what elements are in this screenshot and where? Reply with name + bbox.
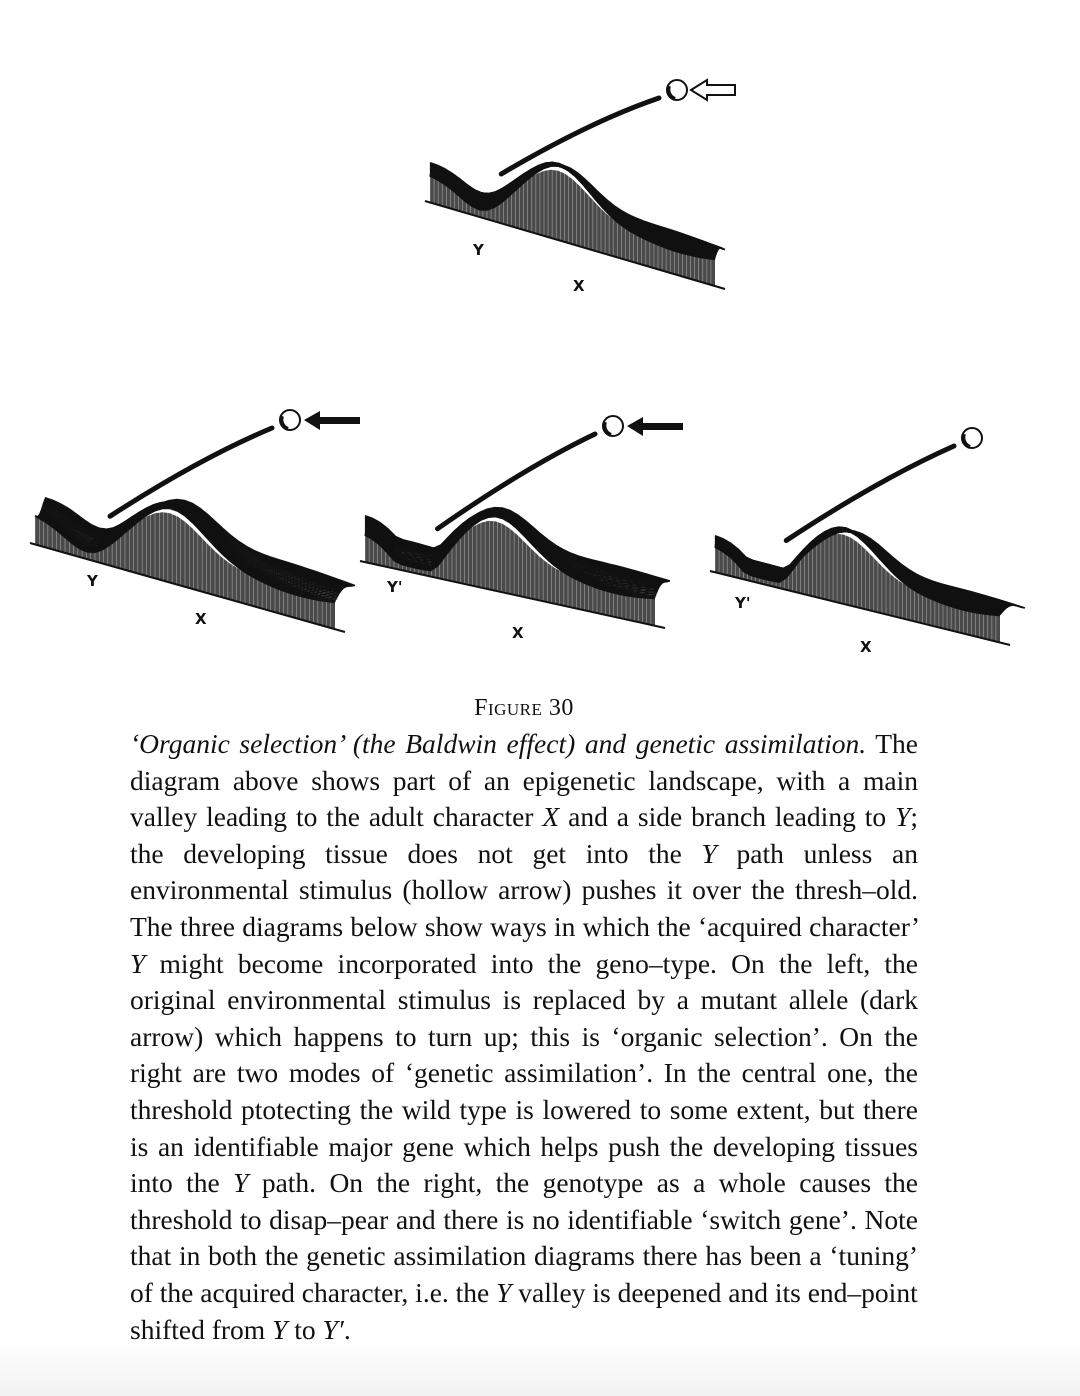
caption-last-line bbox=[130, 1312, 918, 1349]
label-y-prime: Y' bbox=[387, 578, 403, 596]
caption-span: ; the developing tissue does not get into the bbox=[130, 801, 918, 869]
caption-span: shifted from bbox=[130, 1313, 273, 1345]
dark-arrow-icon bbox=[627, 417, 683, 436]
landscape-right-drawing bbox=[710, 378, 1040, 658]
caption-var: Y bbox=[130, 947, 146, 979]
label-y-prime: Y' bbox=[735, 594, 751, 612]
caption-title: ‘Organic selection’ (the Baldwin effect) and genetic assimilation. bbox=[130, 728, 867, 759]
label-x: X bbox=[195, 610, 207, 628]
label-x: X bbox=[573, 277, 585, 295]
caption-var: Y bbox=[701, 837, 717, 869]
caption-text bbox=[130, 726, 918, 1312]
landscape-center-drawing bbox=[365, 368, 690, 643]
caption-var: Y′ bbox=[322, 1313, 344, 1345]
landscape-top-drawing bbox=[425, 55, 745, 300]
caption-var: Y bbox=[895, 801, 911, 833]
caption-var: X bbox=[542, 801, 560, 833]
figure-caption bbox=[130, 690, 918, 1348]
label-y: Y bbox=[87, 572, 98, 590]
landscape-left-drawing bbox=[35, 360, 370, 630]
landscape-front-face bbox=[430, 170, 715, 287]
landscape-diagram-left bbox=[35, 360, 370, 630]
label-y: Y bbox=[473, 241, 484, 259]
valley-path bbox=[501, 98, 659, 174]
dark-arrow-icon bbox=[304, 411, 360, 430]
landscape-diagram-top bbox=[425, 55, 745, 300]
caption-var: Y bbox=[272, 1313, 288, 1345]
caption-span: and a side branch leading to bbox=[559, 801, 896, 833]
label-x: X bbox=[512, 624, 524, 642]
figure-number: Figure 30 bbox=[474, 695, 574, 721]
caption-span: might become incorporated into the geno–type. On the left, the original environmental stimulus is replaced by a mutant allele (dark arrow) which happens to turn up; this is ‘organic selection’. On the right are two modes of ‘genetic assimilation’. In the central one, the threshold ptotecting the wild type is lowered to some extent, but there is an identifiable major gene which helps push the developing tissues into the bbox=[130, 947, 918, 1199]
valley-path bbox=[786, 446, 954, 541]
caption-var: Y bbox=[233, 1167, 249, 1199]
caption-span: path. On the right, the genotype as a whole causes the threshold to disap–pear and there is no identifiable ‘switch gene’. Note that in both the genetic assimilation diagrams there has been a ‘tuning’ of the acquired character, i.e. the bbox=[130, 1167, 918, 1308]
landscape-diagram-center bbox=[365, 368, 690, 643]
caption-span: . bbox=[343, 1313, 351, 1345]
caption-var: Y bbox=[496, 1276, 512, 1308]
caption-span: valley is deepened and its end–point bbox=[511, 1276, 918, 1308]
caption-span: to bbox=[287, 1313, 323, 1345]
landscape-diagram-right bbox=[710, 378, 1040, 658]
hollow-arrow-icon bbox=[691, 80, 735, 100]
caption-span: The diagram above shows part of an epigenetic landscape, with a main valley leading to the adult character bbox=[130, 728, 918, 833]
caption-span: path unless an environmental stimulus (hollow arrow) pushes it over the thresh–old. The three diagrams below show ways in which the ‘acquired character’ bbox=[130, 837, 918, 942]
label-x: X bbox=[860, 638, 872, 656]
